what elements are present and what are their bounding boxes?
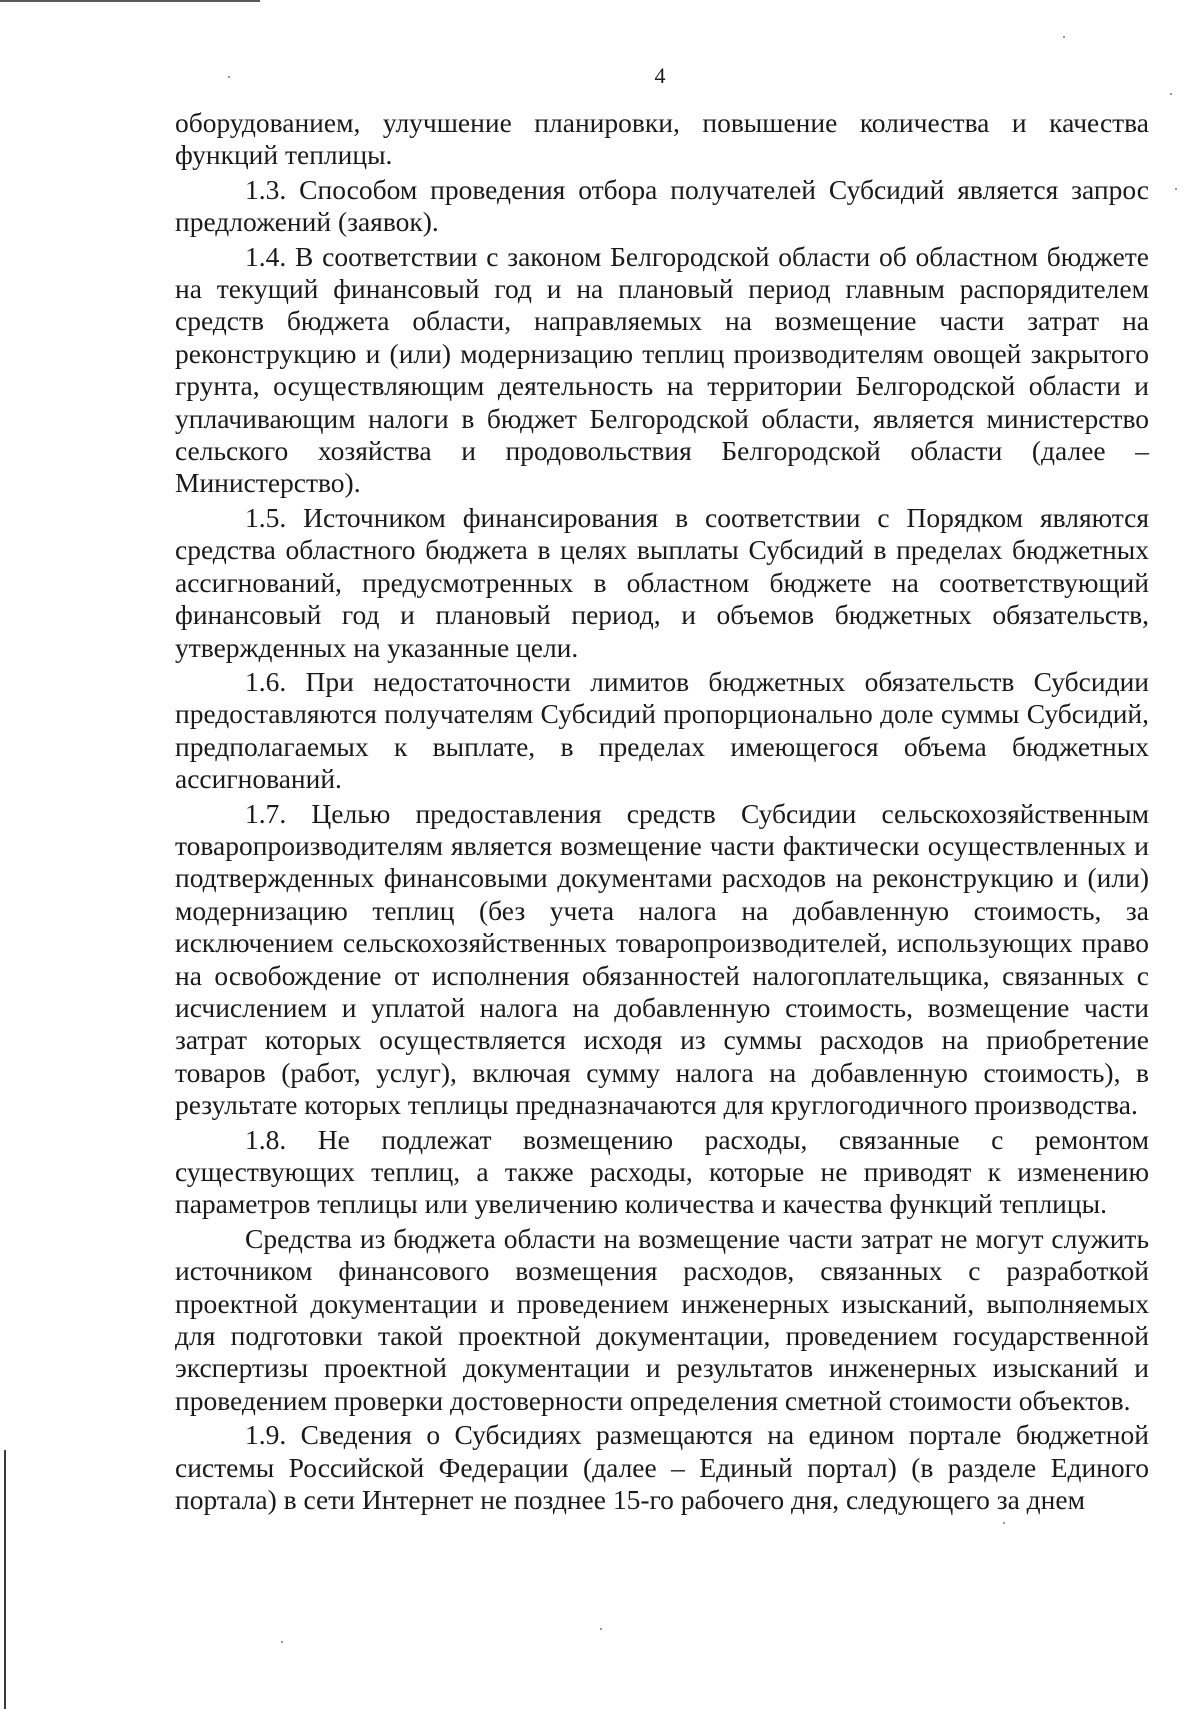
paragraph-1-3: 1.3. Способом проведения отбора получателей Субсидий является запрос предложений (заявок). <box>175 173 1149 238</box>
scan-speck <box>1170 93 1172 95</box>
scan-speck <box>600 1628 602 1630</box>
paragraph-continuation: оборудованием, улучшение планировки, повышение количества и качества функций теплицы. <box>175 107 1149 171</box>
scan-edge-left <box>4 1450 6 1709</box>
paragraph-1-9: 1.9. Сведения о Субсидиях размещаются на едином портале бюджетной системы Российской Федерации (далее – Единый портал) (в разделе Единого портала) в сети Интернет не позднее 15-го рабочего дня, следующего за днем <box>175 1419 1149 1516</box>
paragraph-1-6: 1.6. При недостаточности лимитов бюджетных обязательств Субсидии предоставляются получателям Субсидий пропорционально доле суммы Субсидий, предполагаемых к выплате, в пределах имеющегося объема бюджетных ассигнований. <box>175 665 1149 795</box>
paragraph-1-5: 1.5. Источником финансирования в соответствии с Порядком являются средства областного бюджета в целях выплаты Субсидий в пределах бюджетных ассигнований, предусмотренных в областном бюджете на соответствующий финансовый год и плановый период, и объемов бюджетных обязательств, утвержденных на указанные цели. <box>175 501 1149 663</box>
document-body <box>175 107 1149 1518</box>
paragraph-1-8: 1.8. Не подлежат возмещению расходы, связанные с ремонтом существующих теплиц, а также расходы, которые не приводят к изменению параметров теплицы или увеличению количества и качества функций теплицы. <box>175 1123 1149 1220</box>
scan-speck <box>1063 36 1065 38</box>
scan-speck <box>1175 188 1177 190</box>
paragraph-1-4: 1.4. В соответствии с законом Белгородской области об областном бюджете на текущий финансовый год и на плановый период главным распорядителем средств бюджета области, направляемых на возмещение части затрат на реконструкцию и (или) модернизацию теплиц производителям овощей закрытого грунта, осуществляющим деятельность на территории Белгородской области и уплачивающим налоги в бюджет Белгородской области, является министерство сельского хозяйства и продовольствия Белгородской области (далее – Министерство). <box>175 240 1149 499</box>
scan-speck <box>1003 1522 1005 1524</box>
paragraph-1-7: 1.7. Целью предоставления средств Субсидии сельскохозяйственным товаропроизводителям является возмещение части фактически осуществленных и подтвержденных финансовыми документами расходов на реконструкцию и (или) модернизацию теплиц (без учета налога на добавленную стоимость, за исключением сельскохозяйственных товаропроизводителей, использующих право на освобождение от исполнения обязанностей налогоплательщика, связанных с исчислением и уплатой налога на добавленную стоимость, возмещение части затрат которых осуществляется исходя из суммы расходов на приобретение товаров (работ, услуг), включая сумму налога на добавленную стоимость), в результате которых теплицы предназначаются для круглогодичного производства. <box>175 797 1149 1121</box>
scan-edge-top <box>0 0 260 2</box>
scan-speck <box>281 1641 283 1643</box>
page-number: 4 <box>654 63 666 88</box>
paragraph-1-8-funding: Средства из бюджета области на возмещение части затрат не могут служить источником финансового возмещения расходов, связанных с разработкой проектной документации и проведением инженерных изысканий, выполняемых для подготовки такой проектной документации, проведением государственной экспертизы проектной документации и результатов инженерных изысканий и проведением проверки достоверности определения сметной стоимости объектов. <box>175 1222 1149 1416</box>
